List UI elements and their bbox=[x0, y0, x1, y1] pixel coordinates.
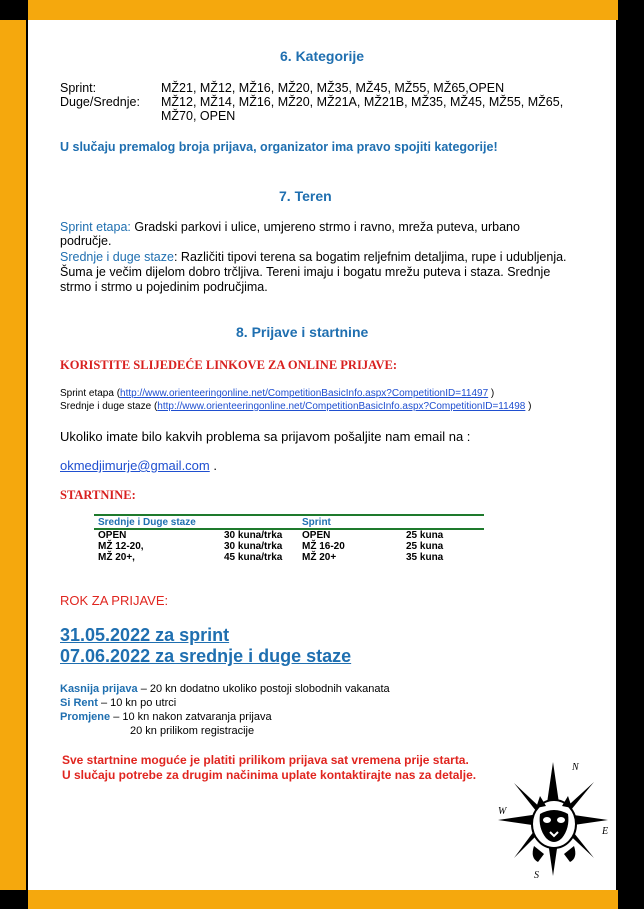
long-category-label: Duge/Srednje: bbox=[60, 95, 140, 109]
sirent-line bbox=[60, 697, 176, 709]
late-entry-text: – 20 kn dodatno ukoliko postoji slobodnih vakanata bbox=[137, 683, 390, 695]
section6-title: 6. Kategorije bbox=[280, 48, 365, 64]
section7-title: 7. Teren bbox=[279, 188, 332, 204]
sprint-category-value: MŽ21, MŽ12, MŽ16, MŽ20, MŽ35, MŽ45, MŽ55, MŽ65,OPEN bbox=[161, 81, 505, 95]
compass-east-label: E bbox=[602, 826, 609, 837]
deadline-long-link[interactable]: 07.06.2022 za srednje i duge staze bbox=[60, 646, 352, 666]
frame-left-inner-line bbox=[26, 20, 28, 890]
changes-line bbox=[60, 711, 272, 723]
frame-bottom-orange bbox=[28, 890, 618, 909]
compass-north-label: N bbox=[572, 762, 579, 773]
fees-table bbox=[94, 514, 484, 563]
frame-top-orange bbox=[28, 0, 618, 20]
email-link[interactable]: okmedjimurje@gmail.com bbox=[60, 458, 210, 473]
long-category-value-line2: MŽ70, OPEN bbox=[161, 109, 236, 123]
sirent-label: Si Rent bbox=[60, 697, 98, 709]
section8-title: 8. Prijave i startnine bbox=[236, 324, 369, 340]
fees-heading: STARTNINE: bbox=[60, 488, 136, 502]
online-links-heading: KORISTITE SLIJEDEĆE LINKOVE ZA ONLINE PRIJAVE: bbox=[60, 358, 398, 372]
changes-text-registration: 20 kn prilikom registracije bbox=[130, 725, 255, 737]
sirent-text: – 10 kn po utrci bbox=[97, 697, 177, 709]
fee-category-long: OPEN bbox=[98, 530, 127, 541]
fee-price-sprint: 25 kuna bbox=[406, 541, 444, 552]
long-link-label: Srednje i duge staze ( bbox=[60, 401, 158, 412]
long-link-line bbox=[60, 401, 531, 412]
long-terrain-line3: strmo i strmo u pojedinim područjima. bbox=[60, 280, 268, 294]
sprint-terrain-text: Gradski parkovi i ulice, umjereno strmo i ravno, mreža puteva, urbano bbox=[130, 220, 520, 234]
late-entry-line bbox=[60, 683, 390, 695]
changes-text: – 10 kn nakon zatvaranja prijava bbox=[110, 711, 272, 723]
fee-category-sprint: MŽ 20+ bbox=[302, 552, 337, 563]
sprint-link-label: Sprint etapa ( bbox=[60, 388, 121, 399]
email-line bbox=[60, 458, 217, 473]
fees-header-long: Srednje i Duge staze bbox=[94, 515, 220, 529]
sprint-terrain-label: Sprint etapa: bbox=[60, 220, 131, 234]
compass-west-label: W bbox=[498, 806, 507, 817]
sprint-link-close: ) bbox=[488, 388, 495, 399]
long-terrain-line1 bbox=[60, 250, 567, 264]
frame-right-inner-line bbox=[616, 20, 618, 890]
sprint-category-label: Sprint: bbox=[60, 81, 97, 95]
long-category-value-line1: MŽ12, MŽ14, MŽ16, MŽ20, MŽ21A, MŽ21B, MŽ35, MŽ45, MŽ55, MŽ65, bbox=[161, 95, 564, 109]
table-row bbox=[94, 541, 484, 552]
fees-header-sprint: Sprint bbox=[298, 515, 402, 529]
sprint-registration-link[interactable]: http://www.orienteeringonline.net/CompetitionBasicInfo.aspx?CompetitionID=11497 bbox=[120, 388, 489, 399]
sprint-terrain-line2: područje. bbox=[60, 234, 112, 248]
frame-right-black bbox=[618, 0, 644, 909]
fee-category-long: MŽ 12-20, bbox=[98, 541, 144, 552]
fee-price-long: 30 kuna/trka bbox=[224, 530, 283, 541]
fee-category-long: MŽ 20+, bbox=[98, 552, 135, 563]
late-entry-label: Kasnija prijava bbox=[60, 683, 138, 695]
frame-left-orange bbox=[0, 20, 28, 909]
compass-south-label: S bbox=[534, 870, 539, 880]
sprint-link-line bbox=[60, 388, 494, 399]
compass-logo-icon bbox=[494, 758, 612, 880]
long-terrain-label: Srednje i duge staze bbox=[60, 250, 174, 264]
category-merge-note: U slučaju premalog broja prijava, organizator ima pravo spojiti kategorije! bbox=[60, 140, 498, 154]
table-row bbox=[94, 552, 484, 563]
deadline-sprint-link[interactable]: 31.05.2022 za sprint bbox=[60, 625, 230, 645]
fee-price-sprint: 25 kuna bbox=[406, 530, 444, 541]
email-after: . bbox=[209, 458, 217, 473]
fee-category-sprint: OPEN bbox=[302, 530, 331, 541]
payment-note-line2: U slučaju potrebe za drugim načinima uplate kontaktirajte nas za detalje. bbox=[62, 768, 477, 782]
deadline-heading: ROK ZA PRIJAVE: bbox=[60, 593, 169, 608]
changes-label: Promjene bbox=[60, 711, 111, 723]
fees-header-sprint-price bbox=[402, 515, 484, 529]
table-row bbox=[94, 529, 484, 541]
payment-note-line1: Sve startnine moguće je platiti prilikom prijava sat vremena prije starta. bbox=[62, 753, 469, 767]
long-link-close: ) bbox=[525, 401, 532, 412]
fees-header-long-price bbox=[220, 515, 298, 529]
long-terrain-text: : Različiti tipovi terena sa bogatim reljefnim detaljima, rupe i udubljenja. bbox=[173, 250, 567, 264]
fee-price-long: 45 kuna/trka bbox=[224, 552, 283, 563]
frame-bottom-black bbox=[0, 890, 28, 909]
long-registration-link[interactable]: http://www.orienteeringonline.net/CompetitionBasicInfo.aspx?CompetitionID=11498 bbox=[157, 401, 526, 412]
fee-price-long: 30 kuna/trka bbox=[224, 541, 283, 552]
long-terrain-line2: Šuma je večim dijelom dobro trčljiva. Tereni imaju i bogatu mrežu puteva i staza. Srednje bbox=[60, 265, 551, 279]
fee-price-sprint: 35 kuna bbox=[406, 552, 444, 563]
fee-category-sprint: MŽ 16-20 bbox=[302, 541, 345, 552]
fees-table-header bbox=[94, 515, 484, 529]
registration-problem-text: Ukoliko imate bilo kakvih problema sa prijavom pošaljite nam email na : bbox=[60, 429, 471, 444]
sprint-terrain-line1 bbox=[60, 220, 520, 234]
